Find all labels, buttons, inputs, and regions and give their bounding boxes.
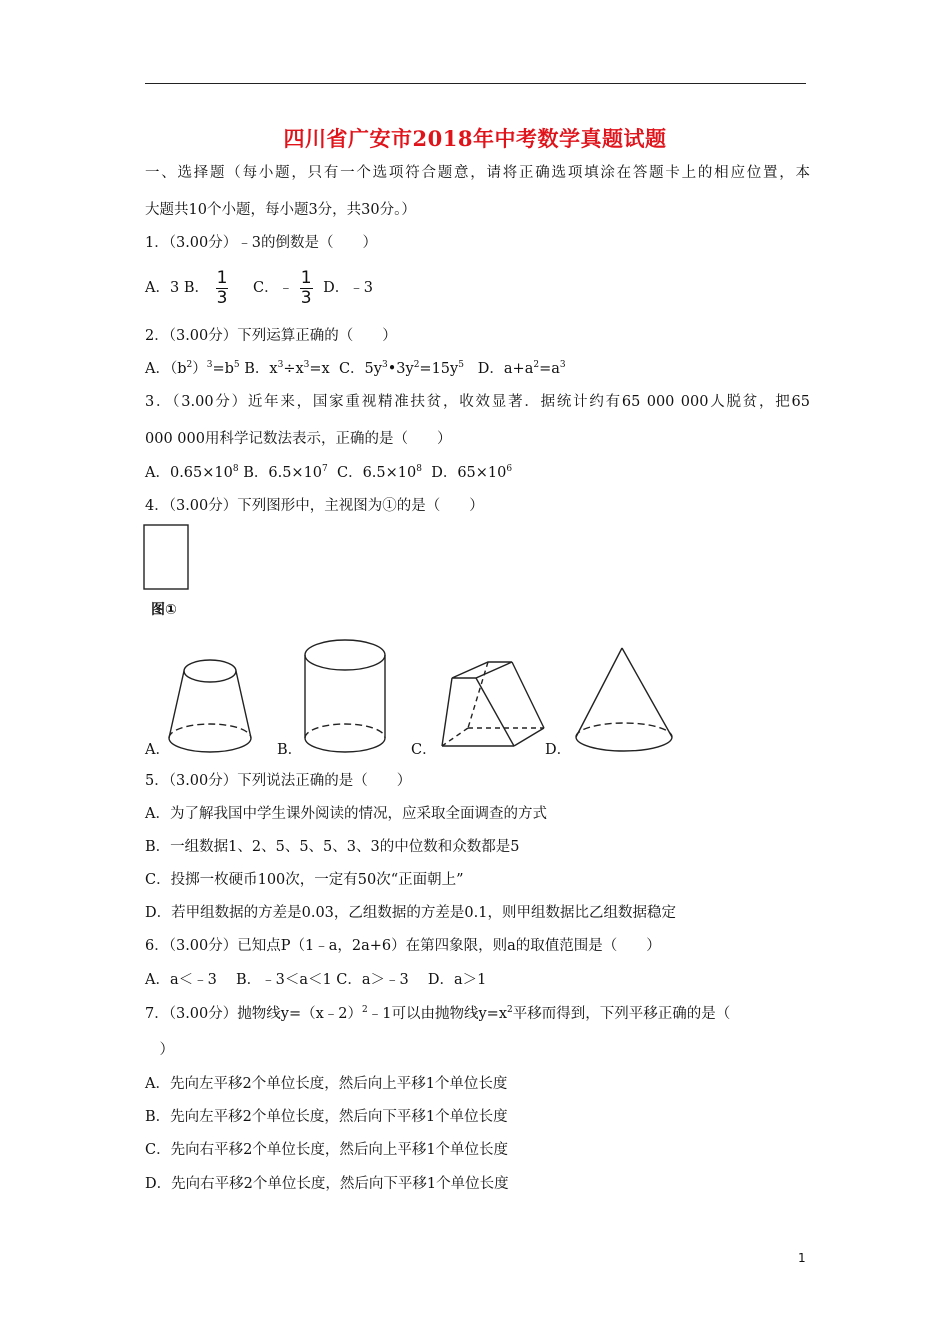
q4-reference-rectangle	[143, 524, 191, 592]
q5-option-b: B．一组数据1、2、5、5、5、3、3的中位数和众数都是5	[145, 839, 520, 855]
q3-stem-line1: 3．（3.00分）近年来，国家重视精准扶贫，收效显著．据统计约有65 000 000人脱贫，把65	[145, 394, 810, 410]
section-intro-line2: 大题共10个小题，每小题3分，共30分。）	[145, 202, 416, 218]
q5-option-c: C．投掷一枚硬币100次，一定有50次“正面朝上”	[145, 872, 464, 888]
frac-numerator: 1	[216, 267, 228, 288]
q1-option-b-fraction	[216, 267, 229, 308]
q3-option-c: C．$6.5\times 10^8$	[336, 464, 422, 481]
q3-stem-line2: 000 000用科学记数法表示，正确的是（ ）	[145, 431, 452, 447]
q7-stem-continued: ）	[145, 1042, 174, 1058]
q4-figure-label: 图①	[151, 602, 177, 618]
q2-options	[145, 360, 566, 378]
page-title: 四川省广安市2018年中考数学真题试题	[283, 126, 667, 151]
q5-option-d: D．若甲组数据的方差是0.03，乙组数据的方差是0.1，则甲组数据比乙组数据稳定	[145, 905, 676, 921]
q3-options	[145, 464, 512, 482]
q7-option-c: C．先向右平移2个单位长度，然后向上平移1个单位长度	[145, 1142, 509, 1158]
q6-stem: 6．（3.00分）已知点P（1﹣a，2a+6）在第四象限，则a的取值范围是（ ）	[145, 938, 661, 954]
q7-option-a: A．先向左平移2个单位长度，然后向上平移1个单位长度	[145, 1076, 508, 1092]
q4-square-frustum-figure	[432, 658, 548, 754]
q4-frustum-figure	[164, 658, 256, 758]
q2-option-a: A．$(b^2)^3=b^5$	[145, 360, 240, 377]
section-intro-line1: 一、选择题（每小题，只有一个选项符合题意，请将正确选项填涂在答题卡上的相应位置，本	[145, 165, 810, 181]
q1-option-c-prefix: C．﹣	[253, 280, 294, 296]
q5-stem: 5．（3.00分）下列说法正确的是（ ）	[145, 773, 412, 789]
q2-option-b: B．$x^3\div x^3=x$	[244, 360, 330, 377]
q6-options: A．a＜﹣3 B．﹣3＜a＜1 C．a＞﹣3 D．a＞1	[145, 972, 487, 988]
q4-option-d-label: D．	[545, 742, 572, 758]
q4-stem: 4．（3.00分）下列图形中，主视图为①的是（ ）	[145, 498, 484, 514]
q1-options	[145, 268, 373, 308]
header-rule	[145, 83, 806, 84]
q4-option-b-label: B．	[277, 742, 303, 758]
q5-option-a: A．为了解我国中学生课外阅读的情况，应采取全面调查的方式	[145, 806, 547, 822]
q3-option-a: A．$0.65\times 10^8$	[145, 464, 239, 481]
q3-option-b: B．$6.5\times 10^7$	[243, 464, 328, 481]
q7-stem: 7．（3.00分）抛物线y=（x﹣2）$^2$﹣1可以由抛物线$y=x^2$平移而得到，下列平移正确的是（	[145, 1005, 731, 1022]
q2-stem: 2．（3.00分）下列运算正确的（ ）	[145, 328, 397, 344]
page-number: 1	[798, 1251, 806, 1265]
frac-denominator: 3	[300, 287, 312, 308]
q1-option-b-prefix: B．	[183, 280, 209, 296]
q1-option-d: D．﹣3	[323, 280, 374, 296]
q1-option-c-fraction	[300, 267, 313, 308]
q7-option-d: D．先向右平移2个单位长度，然后向下平移1个单位长度	[145, 1176, 509, 1192]
q4-option-a-label: A．	[145, 742, 170, 758]
q4-cone-figure	[570, 645, 680, 757]
q1-option-a: A．3	[145, 280, 180, 296]
frac-denominator: 3	[216, 287, 228, 308]
frac-numerator: 1	[300, 267, 312, 288]
q1-stem: 1．（3.00分）﹣3的倒数是（ ）	[145, 235, 377, 251]
q2-option-d: D．$a+a^2=a^3$	[477, 360, 566, 377]
q4-option-c-label: C．	[411, 742, 437, 758]
q3-option-d: D．$65\times 10^6$	[431, 464, 513, 481]
q7-option-b: B．先向左平移2个单位长度，然后向下平移1个单位长度	[145, 1109, 508, 1125]
q2-option-c: C．$5y^3•3y^2=15y^5$	[338, 360, 464, 377]
q4-cylinder-figure	[301, 638, 391, 758]
